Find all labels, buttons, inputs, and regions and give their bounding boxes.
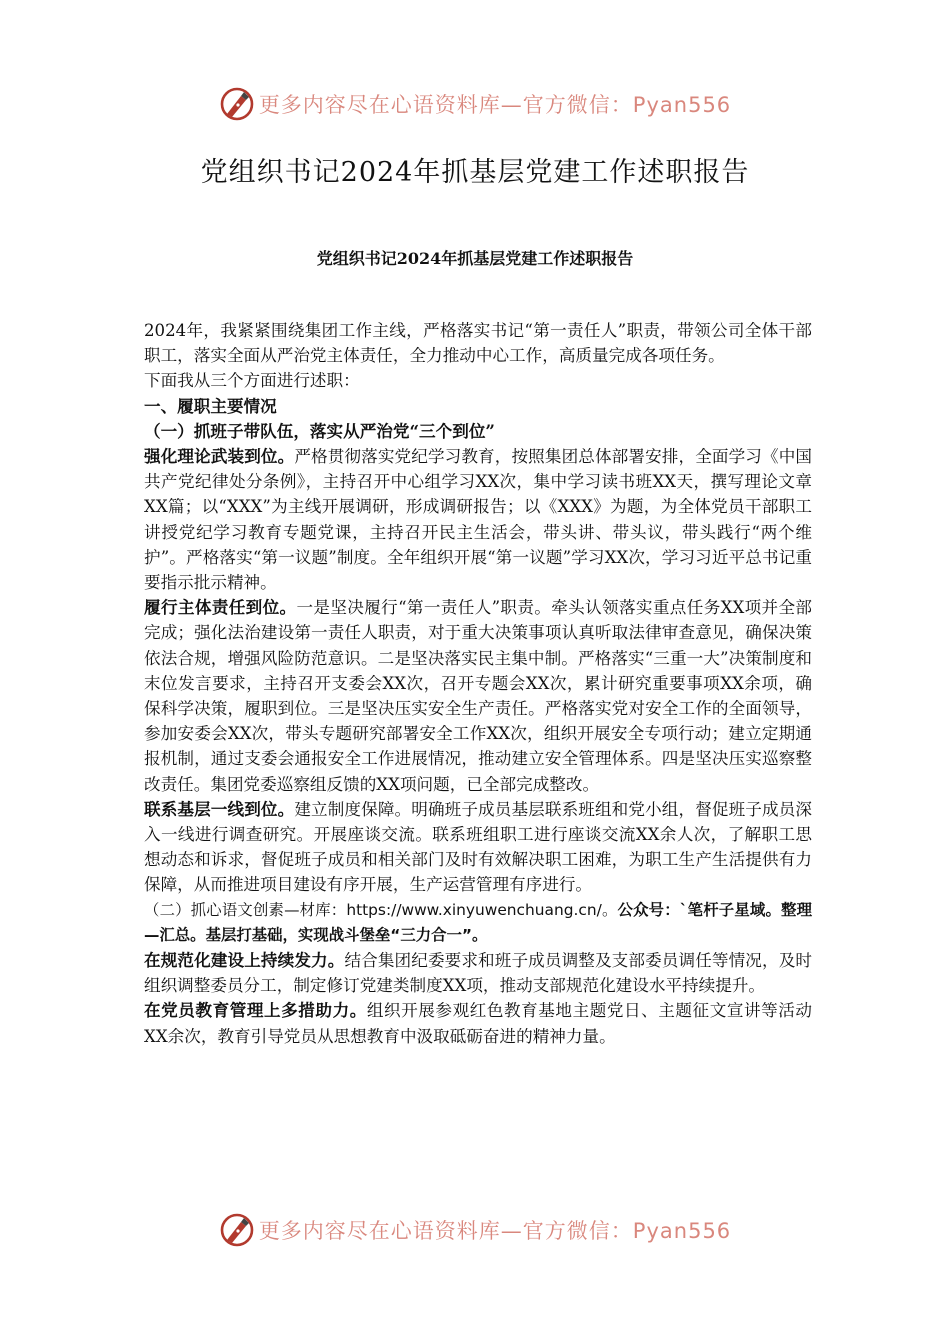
paragraph-standardization	[144, 948, 812, 998]
watermark-text: 更多内容尽在心语资料库—官方微信：Pyan556	[258, 1219, 732, 1243]
document-title: 党组织书记2024年抓基层党建工作述职报告	[200, 157, 750, 188]
intro-paragraph: 2024年，我紧紧围绕集团工作主线，严格落实书记“第一责任人”职责，带领公司全体干部职工，落实全面从严治党主体责任，全力推动中心工作，高质量完成各项任务。	[144, 321, 812, 366]
subsection-heading-1: （一）抓班子带队伍，落实从严治党“三个到位”	[144, 420, 495, 441]
paragraph-body: 严格贯彻落实党纪学习教育，按照集团总体部署安排，全面学习《中国共产党纪律处分条例》，主持召开中心组学习XX次，集中学习读书班XX天，撰写理论文章XX篇；以“XXX”为主线开展调研，形成调研报告；以《XXX》为题，为全体党员干部职工讲授党纪学习教育专题党课，主持召开民主生活会，带头讲、带头议，带头践行“两个维护”。严格落实“第一议题”制度。全年组织开展“第一议题”学习XX次，学习习近平总书记重要指示批示精神。	[144, 447, 813, 593]
pen-nib-logo-icon	[219, 1212, 255, 1248]
subsection-heading-2	[144, 898, 812, 948]
subsection-heading-2-rest: 公众号：`笔杆子星域。整理—汇总。基层打基础，实现战斗堡垒“三力合一”。	[144, 900, 812, 944]
paragraph-body: 组织开展参观红色教育基地主题党日、主题征文宣讲等活动XX余次，教育引导党员从思想教育中汲取砥砺奋进的精神力量。	[144, 1001, 813, 1046]
paragraph-body: 结合集团纪委要求和班子成员调整及支部委员调任等情况，及时组织调整委员分工，制定修订党建类制度XX项，推动支部规范化建设水平持续提升。	[144, 951, 813, 996]
paragraph-education	[144, 998, 812, 1048]
paragraph-lead: 强化理论武装到位。	[144, 446, 295, 467]
intro-paragraph-2: 下面我从三个方面进行述职：	[144, 371, 360, 391]
paragraph-lead: 在党员教育管理上多措助力。	[144, 1000, 367, 1021]
section-heading-1: 一、履职主要情况	[144, 395, 277, 416]
paragraph-responsibility	[144, 595, 812, 797]
paragraph-theory	[144, 444, 812, 595]
watermark-banner-bottom	[0, 1208, 950, 1252]
document-subtitle: 党组织书记2024年抓基层党建工作述职报告	[316, 249, 634, 268]
paragraph-body: 一是坚决履行“第一责任人”职责。牵头认领落实重点任务XX项并全部完成；强化法治建设第一责任人职责，对于重大决策事项认真听取法律审查意见，确保决策依法合规，增强风险防范意识。二是坚决落实民主集中制。严格落实“三重一大”决策制度和末位发言要求，主持召开支委会XX次，召开专题会XX次，累计研究重要事项XX余项，确保科学决策，履职到位。三是坚决压实安全生产责任。严格落实党对安全工作的全面领导，参加安委会XX次，带头专题研究部署安全工作XX次，组织开展安全专项行动；建立定期通报机制，通过支委会通报安全工作进展情况，推动建立安全管理体系。四是坚决压实巡察整改责任。集团党委巡察组反馈的XX项问题，已全部完成整改。	[144, 598, 813, 794]
pen-nib-logo-icon	[219, 86, 255, 122]
watermark-text: 更多内容尽在心语资料库—官方微信：Pyan556	[258, 93, 732, 117]
subsection-heading-2-prefix: （二）抓心语文创素—材库：https://www.xinyuwenchuang.cn/。	[144, 900, 618, 919]
paragraph-grassroots	[144, 797, 812, 898]
paragraph-lead: 在规范化建设上持续发力。	[144, 950, 345, 971]
paragraph-lead: 履行主体责任到位。	[144, 597, 297, 618]
paragraph-lead: 联系基层一线到位。	[144, 798, 295, 819]
paragraph-body: 建立制度保障。明确班子成员基层联系班组和党小组，督促班子成员深入一线进行调查研究。开展座谈交流。联系班组职工进行座谈交流XX余人次，了解职工思想动态和诉求，督促班子成员和相关部门及时有效解决职工困难，为职工生产生活提供有力保障，从而推进项目建设有序开展，生产运营管理有序进行。	[144, 799, 813, 895]
watermark-banner-top	[0, 82, 950, 126]
document-body	[144, 318, 812, 1049]
